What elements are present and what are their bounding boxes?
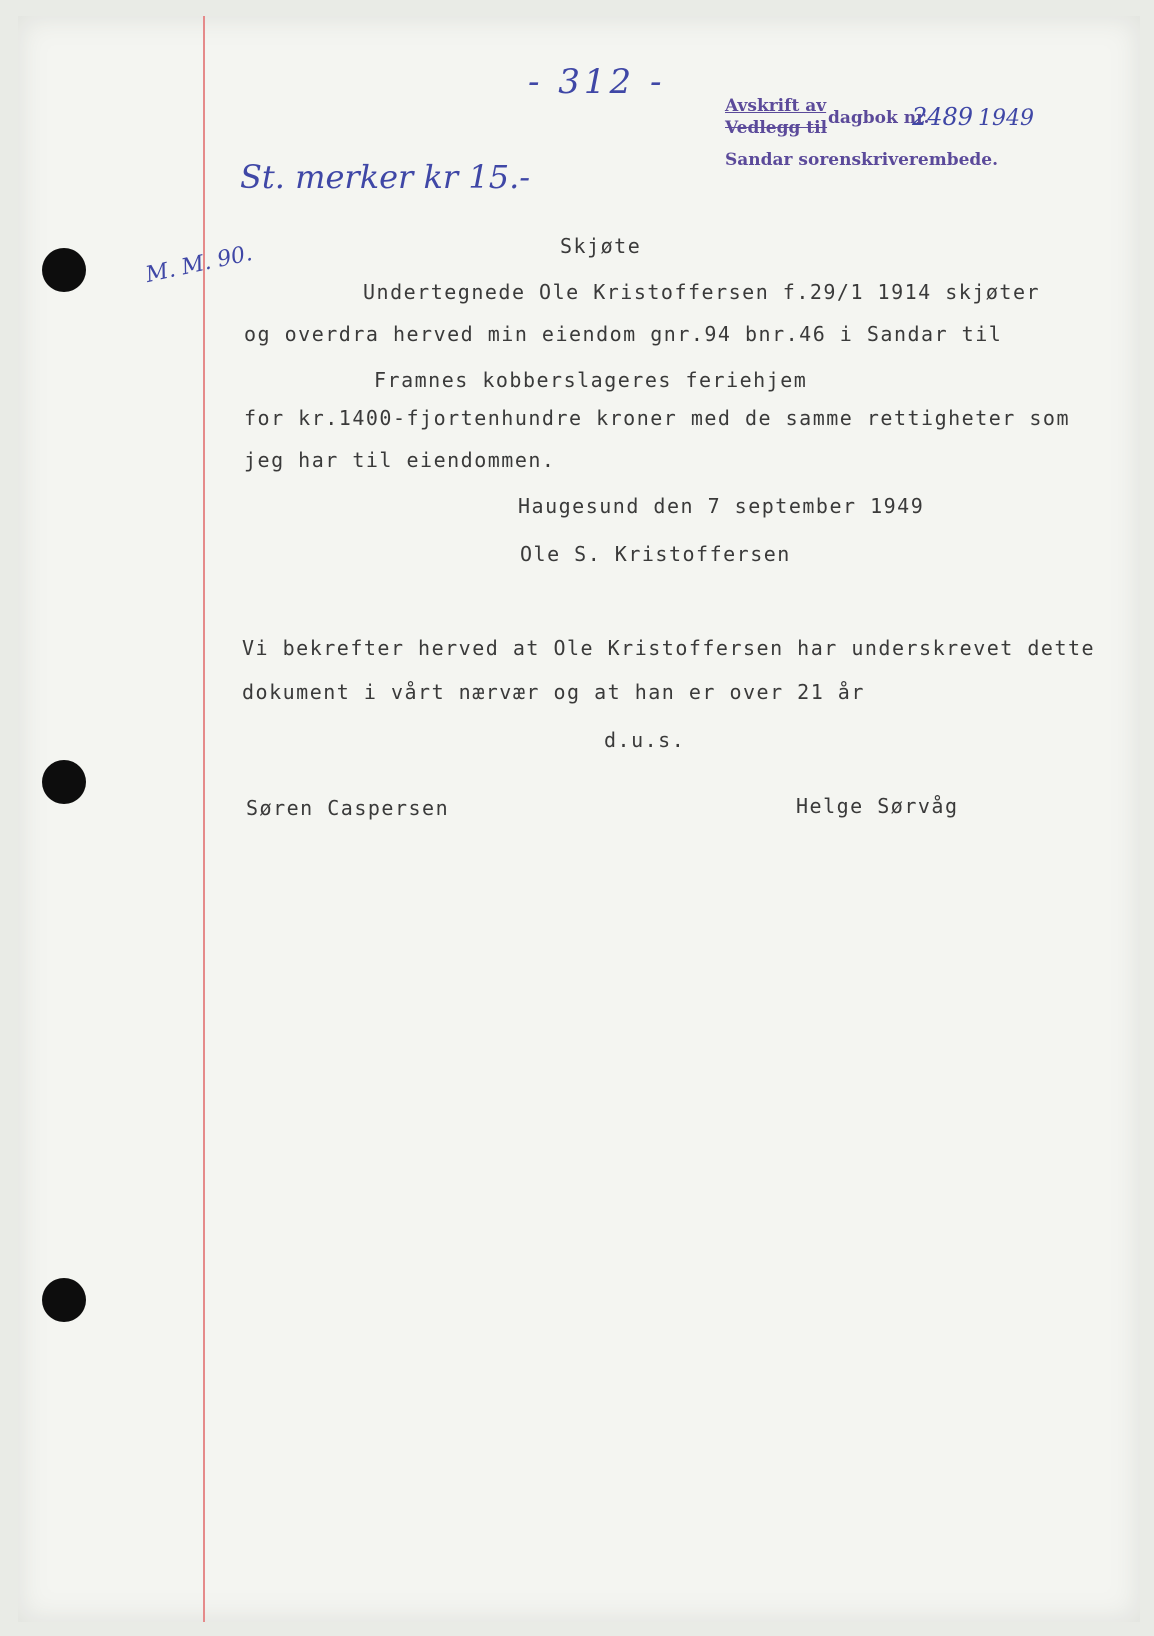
dus-abbreviation: d.u.s. [604,728,686,752]
page-number: - 312 - [528,62,666,102]
deed-line-3: Framnes kobberslageres feriehjem [374,368,808,392]
stamp-dagbok-label: dagbok nr. [828,108,930,128]
deed-line-4: for kr.1400-fjortenhundre kroner med de samme rettigheter som [244,406,1071,430]
document-title: Skjøte [560,234,642,258]
signer-name: Ole S. Kristoffersen [520,542,791,566]
stamp-line1-a: Avskrift av [725,96,827,116]
witness-statement-line-2: dokument i vårt nærvær og at han er over 21 år [242,680,865,704]
witness-statement-line-1: Vi bekrefter herved at Ole Kristoffersen har underskrevet dette [242,636,1096,660]
stamp-dagbok-number: 2489 [912,103,974,131]
stamp-year: 1949 [978,106,1034,131]
deed-line-2: og overdra herved min eiendom gnr.94 bnr.46 i Sandar til [244,322,1003,346]
witness-1-name: Søren Caspersen [246,796,450,820]
margin-note: M. M. 90. [143,241,255,288]
witness-2-name: Helge Sørvåg [796,794,959,818]
stamp-duty-note: St. merker kr 15.- [240,158,531,196]
deed-line-5: jeg har til eiendommen. [244,448,556,472]
punch-hole-bottom [42,1278,86,1322]
stamp-line2: Sandar sorenskriverembede. [725,150,999,170]
deed-line-1: Undertegnede Ole Kristoffersen f.29/1 1914 skjøter [363,280,1041,304]
punch-hole-middle [42,760,86,804]
place-date: Haugesund den 7 september 1949 [518,494,925,518]
stamp-line1-b: Vedlegg til [725,118,828,138]
punch-hole-top [42,248,86,292]
